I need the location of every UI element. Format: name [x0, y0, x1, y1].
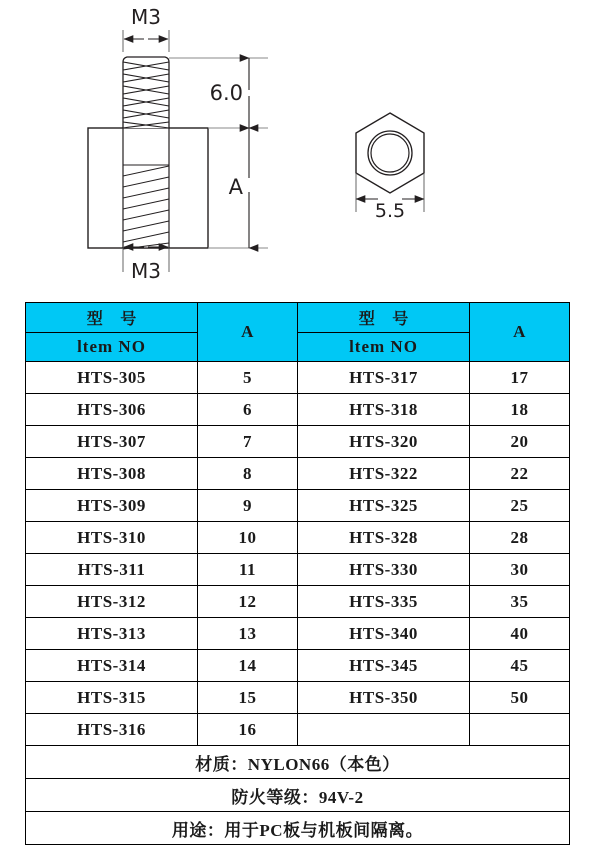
cell-model: HTS-325: [298, 490, 470, 522]
cell-model: [298, 714, 470, 746]
footer-note: 用途：用于PC板与机板间隔离。: [26, 812, 570, 845]
cell-model: HTS-330: [298, 554, 470, 586]
label-body-length: A: [228, 175, 243, 199]
label-hex-width: 5.5: [374, 200, 406, 222]
footer-note: 材质：NYLON66（本色）: [26, 746, 570, 779]
cell-a: 5: [198, 362, 298, 394]
cell-a: 25: [470, 490, 570, 522]
cell-a: 20: [470, 426, 570, 458]
table-row: [26, 618, 570, 650]
cell-model: HTS-312: [26, 586, 198, 618]
hex-top-view: [356, 113, 424, 193]
cell-model: HTS-305: [26, 362, 198, 394]
cell-model: HTS-309: [26, 490, 198, 522]
header-a-2: A: [470, 303, 570, 362]
cell-a: 7: [198, 426, 298, 458]
table-row: [26, 426, 570, 458]
footer-note: 防火等级：94V-2: [26, 779, 570, 812]
cell-a: 10: [198, 522, 298, 554]
cell-model: HTS-308: [26, 458, 198, 490]
cell-a: [470, 714, 570, 746]
cell-model: HTS-317: [298, 362, 470, 394]
cell-model: HTS-306: [26, 394, 198, 426]
cell-model: HTS-314: [26, 650, 198, 682]
table-row: [26, 490, 570, 522]
cell-model: HTS-315: [26, 682, 198, 714]
specification-table: [25, 302, 570, 845]
label-bottom-m3: M3: [131, 259, 161, 283]
cell-a: 6: [198, 394, 298, 426]
cell-model: HTS-335: [298, 586, 470, 618]
label-top-m3: M3: [131, 5, 161, 29]
cell-a: 9: [198, 490, 298, 522]
header-model-2: [298, 303, 470, 362]
table-row: [26, 586, 570, 618]
technical-drawing: [0, 0, 603, 300]
table-row: [26, 682, 570, 714]
table-header-row: [26, 303, 570, 362]
cell-model: HTS-322: [298, 458, 470, 490]
header-model-en-2: ltem NO: [349, 336, 418, 356]
footer-row: [26, 779, 570, 812]
cell-a: 45: [470, 650, 570, 682]
cell-a: 14: [198, 650, 298, 682]
header-model-en-1: ltem NO: [77, 336, 146, 356]
table-row: [26, 650, 570, 682]
cell-a: 50: [470, 682, 570, 714]
cell-a: 12: [198, 586, 298, 618]
table-row: [26, 522, 570, 554]
cell-a: 35: [470, 586, 570, 618]
table-footer: [26, 746, 570, 845]
cell-a: 17: [470, 362, 570, 394]
cell-model: HTS-313: [26, 618, 198, 650]
cell-a: 15: [198, 682, 298, 714]
cell-model: HTS-318: [298, 394, 470, 426]
header-model-1: [26, 303, 198, 362]
cell-a: 18: [470, 394, 570, 426]
cell-a: 8: [198, 458, 298, 490]
footer-row: [26, 812, 570, 845]
cell-model: HTS-345: [298, 650, 470, 682]
table-body: [26, 362, 570, 746]
cell-model: HTS-320: [298, 426, 470, 458]
table-row: [26, 554, 570, 586]
cell-model: HTS-316: [26, 714, 198, 746]
table-row: [26, 362, 570, 394]
cell-model: HTS-311: [26, 554, 198, 586]
cell-a: 22: [470, 458, 570, 490]
footer-row: [26, 746, 570, 779]
label-thread-length: 6.0: [209, 81, 243, 105]
header-model-cn-2: 型 号: [298, 303, 469, 333]
cell-model: HTS-310: [26, 522, 198, 554]
cell-a: 30: [470, 554, 570, 586]
cell-a: 16: [198, 714, 298, 746]
cell-a: 13: [198, 618, 298, 650]
cell-model: HTS-340: [298, 618, 470, 650]
cell-a: 11: [198, 554, 298, 586]
header-model-cn-1: 型 号: [26, 303, 197, 333]
cell-a: 40: [470, 618, 570, 650]
cell-a: 28: [470, 522, 570, 554]
external-thread-screw: [123, 57, 169, 128]
internal-thread-bore: [123, 128, 169, 249]
cell-model: HTS-350: [298, 682, 470, 714]
cell-model: HTS-307: [26, 426, 198, 458]
table-row: [26, 394, 570, 426]
table-row: [26, 714, 570, 746]
dimension-top-m3: [123, 30, 169, 52]
table-row: [26, 458, 570, 490]
header-a-1: A: [198, 303, 298, 362]
cell-model: HTS-328: [298, 522, 470, 554]
